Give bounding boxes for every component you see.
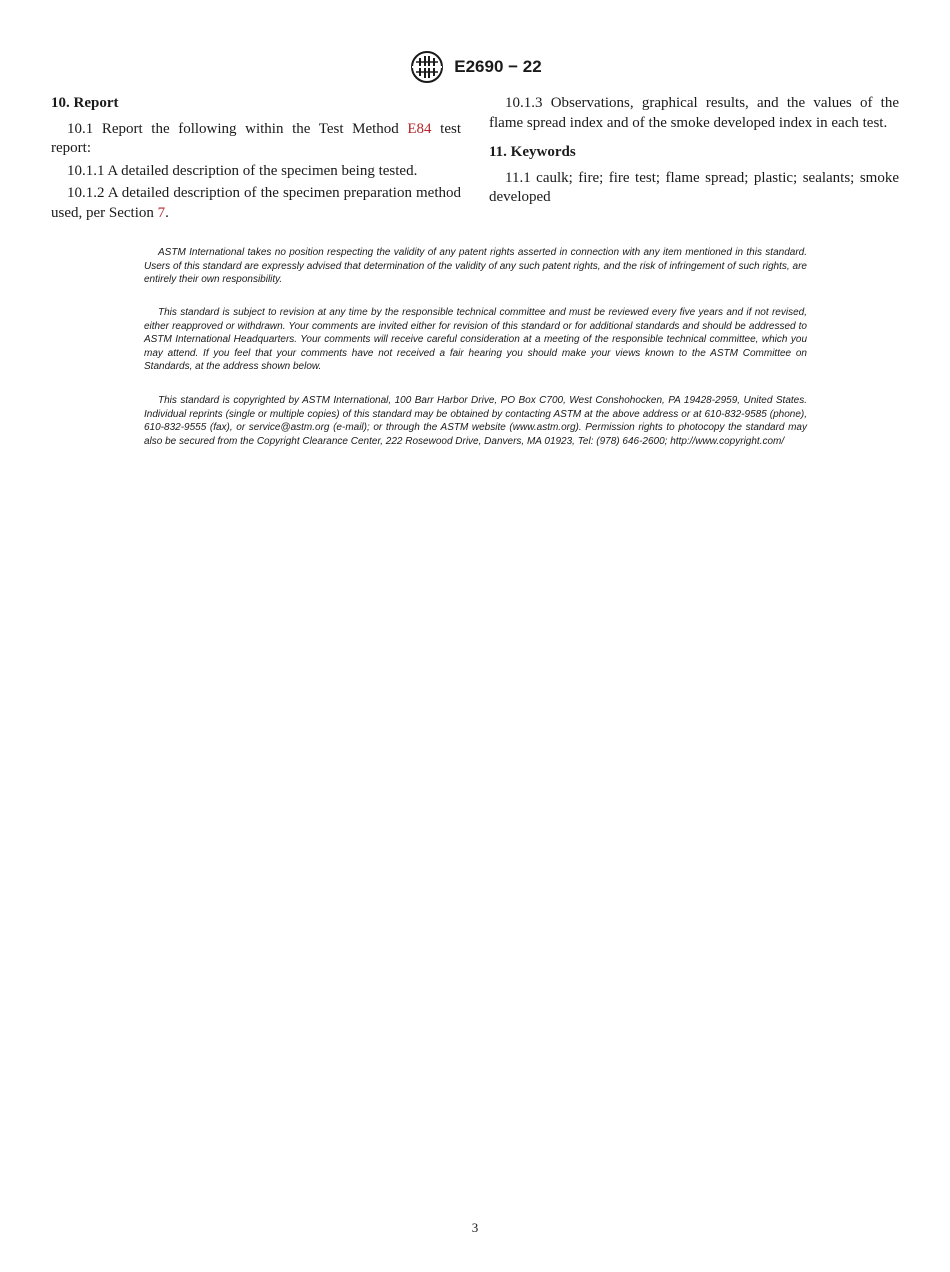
link-section-7[interactable]: 7 (157, 204, 166, 221)
patent-notice: ASTM International takes no position respecting the validity of any patent rights asserted in connection with any item mentioned in this standard. Users of this standard are expressly advised that determination of the validity of any such patent rights, and the risk of infringement of such rights, are entirely their own responsibility. (144, 247, 807, 285)
revision-notice: This standard is subject to revision at any time by the responsible technical committee and must be reviewed every five years and if not revised, either reapproved or withdrawn. Your comments are invited either for revision of this standard or for additional standards and should be addressed to ASTM International Headquarters. Your comments will receive careful consideration at a meeting of the responsible technical committee, which you may attend. If you feel that your comments have not received a fair hearing you should make your views known to the ASTM Committee on Standards, at the address shown below. (144, 307, 807, 372)
paragraph-11-1: 11.1 caulk; fire; fire test; flame spread; plastic; sealants; smoke developed (489, 169, 899, 205)
link-e84[interactable]: E84 (407, 120, 432, 137)
paragraph-10-1-text: 10.1 Report the following within the Test Method (67, 120, 408, 137)
section-heading-keywords: 11. Keywords (489, 144, 576, 160)
left-column (51, 94, 461, 226)
page-number: 3 (471, 1220, 479, 1235)
paragraph-10-1 (51, 120, 461, 159)
paragraph-10-1-1: 10.1.1 A detailed description of the specimen being tested. (67, 162, 418, 179)
paragraph-10-1-2 (51, 184, 461, 223)
paragraph-10-1-3: 10.1.3 Observations, graphical results, and the values of the flame spread index and of the smoke developed index in each test. (489, 95, 899, 131)
paragraph-10-1-2-text-end: . (165, 204, 169, 221)
section-heading-report: 10. Report (51, 95, 119, 111)
astm-logo-icon (408, 50, 446, 84)
paragraph-10-1-2-text: 10.1.2 A detailed description of the specimen preparation method used, per Section (51, 185, 461, 221)
standard-designation: E2690 − 22 (454, 57, 542, 76)
right-column (489, 94, 899, 211)
copyright-notice: This standard is copyrighted by ASTM International, 100 Barr Harbor Drive, PO Box C700, West Conshohocken, PA 19428-2959, United States. Individual reprints (single or multiple copies) of this standard may be obtained by contacting ASTM at the above address or at 610-832-9585 (phone), 610-832-9555 (fax), or service@astm.org (e-mail); or through the ASTM website (www.astm.org). Permission rights to photocopy the standard may also be secured from the Copyright Clearance Center, 222 Rosewood Drive, Danvers, MA 01923, Tel: (978) 646-2600; http://www.copyright.com/ (144, 395, 807, 447)
paragraph-10-1-text-end: test report: (51, 120, 461, 156)
page-header (0, 50, 950, 84)
